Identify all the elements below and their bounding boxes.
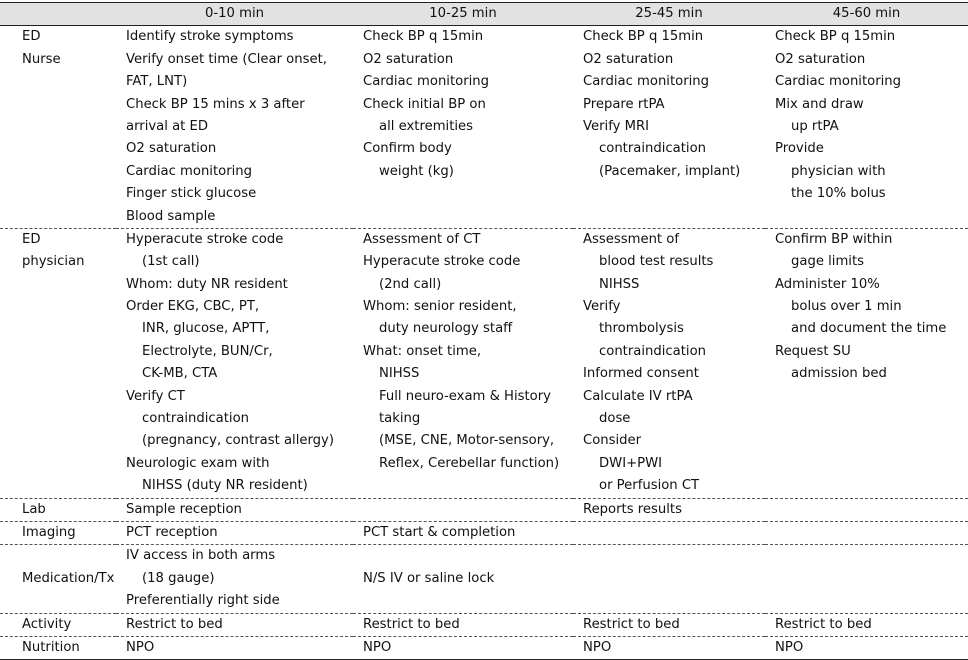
cell-line: dose (599, 411, 631, 427)
cell-line: Full neuro-exam & History (379, 388, 551, 404)
table-cell (116, 228, 353, 498)
cell-line: Hyperacute stroke code (363, 254, 521, 270)
table-cell (573, 26, 765, 229)
row-label (0, 545, 116, 613)
cell-line: Cardiac monitoring (363, 74, 490, 90)
table-cell (573, 613, 765, 636)
header-cell-10-25-min: 10-25 min (353, 3, 573, 26)
table-row-activity (0, 613, 968, 636)
table-cell (765, 498, 968, 521)
cell-line: DWI+PWI (599, 455, 663, 471)
table-row-nutrition (0, 636, 968, 659)
cell-line: Sample reception (126, 501, 242, 517)
cell-line: contraindication (599, 141, 707, 157)
header-cell-25-45-min: 25-45 min (573, 3, 765, 26)
row-label (0, 636, 116, 659)
cell-line: Hyperacute stroke code (126, 231, 284, 247)
row-label (0, 498, 116, 521)
table-cell (353, 498, 573, 521)
cell-line: (1st call) (142, 254, 200, 270)
table-row-medication (0, 545, 968, 613)
cell-line: Administer 10% (775, 276, 880, 292)
cell-line: all extremities (379, 118, 474, 134)
cell-line: the 10% bolus (791, 186, 886, 202)
table-cell (573, 498, 765, 521)
cell-line: bolus over 1 min (791, 299, 902, 315)
cell-line: and document the time (791, 321, 947, 337)
cell-line: O2 saturation (126, 141, 217, 157)
cell-line: Restrict to bed (126, 616, 223, 632)
cell-line: O2 saturation (775, 51, 866, 67)
cell-line: NIHSS (duty NR resident) (142, 478, 308, 494)
row-label-line: Nurse (22, 51, 61, 67)
cell-line: blood test results (599, 254, 714, 270)
cell-line: Verify MRI (583, 118, 650, 134)
cell-line: gage limits (791, 254, 865, 270)
row-label-line: ED (22, 231, 41, 247)
table-cell (573, 545, 765, 613)
row-label (0, 522, 116, 545)
cell-line: Restrict to bed (363, 616, 460, 632)
row-label (0, 228, 116, 498)
cell-line: NPO (583, 639, 612, 655)
cell-line: weight (kg) (379, 163, 454, 179)
cell-line: Prepare rtPA (583, 96, 665, 112)
cell-line: Finger stick glucose (126, 186, 257, 202)
row-label-line: physician (22, 254, 85, 270)
cell-line: Check BP q 15min (775, 29, 896, 45)
row-label-line: Imaging (22, 525, 76, 540)
table-cell (765, 522, 968, 545)
cell-line: or Perfusion CT (599, 478, 700, 494)
table-row-imaging (0, 522, 968, 545)
cell-line: Verify (583, 299, 621, 315)
cell-line: PCT start & completion (363, 525, 516, 540)
cell-line: contraindication (142, 411, 250, 427)
row-label-line: Nutrition (22, 639, 80, 655)
cell-line: taking (379, 411, 421, 427)
cell-line: thrombolysis (599, 321, 684, 337)
table-cell (765, 636, 968, 659)
cell-line: N/S IV or saline lock (363, 570, 495, 586)
cell-line: IV access in both arms (126, 548, 276, 564)
cell-line: Check BP q 15min (583, 29, 704, 45)
cell-line: O2 saturation (583, 51, 674, 67)
cell-line: (MSE, CNE, Motor-sensory, (379, 433, 555, 449)
cell-line: Request SU (775, 343, 851, 359)
cell-line: INR, glucose, APTT, (142, 321, 270, 337)
table-header (0, 3, 968, 26)
cell-line: CK-MB, CTA (142, 366, 218, 382)
header-row (0, 3, 968, 26)
table-cell (765, 26, 968, 229)
cell-line: Preferentially right side (126, 593, 280, 609)
cell-line: Restrict to bed (583, 616, 680, 632)
cell-line: (Pacemaker, implant) (599, 163, 741, 179)
cell-line: Order EKG, CBC, PT, (126, 299, 260, 315)
table-cell (116, 636, 353, 659)
cell-line: Check BP q 15min (363, 29, 484, 45)
cell-line: Consider (583, 433, 642, 449)
header-cell-45-60-min: 45-60 min (765, 3, 968, 26)
cell-line: up rtPA (791, 118, 839, 134)
cell-line: Confirm body (363, 141, 452, 157)
header-cell-category (0, 3, 116, 26)
cell-line: Provide (775, 141, 824, 157)
cell-line: duty neurology staff (379, 321, 513, 337)
table-cell (573, 228, 765, 498)
cell-line: contraindication (599, 343, 707, 359)
table-cell (353, 26, 573, 229)
table-cell (116, 498, 353, 521)
cell-line: Cardiac monitoring (126, 163, 253, 179)
cell-line: Verify CT (126, 388, 185, 404)
stroke-pathway-table (0, 2, 968, 660)
cell-line: NIHSS (379, 366, 420, 382)
cell-line: NPO (775, 639, 804, 655)
row-label (0, 26, 116, 229)
table-cell (116, 545, 353, 613)
cell-line: Assessment of CT (363, 231, 481, 247)
table-row-ed-nurse (0, 26, 968, 229)
cell-line: PCT reception (126, 525, 218, 540)
row-label-line: Activity (22, 616, 72, 632)
cell-line: Mix and draw (775, 96, 864, 112)
cell-line: physician with (791, 163, 886, 179)
cell-line: Check BP 15 mins x 3 after (126, 96, 305, 112)
table-cell (765, 228, 968, 498)
table-cell (573, 636, 765, 659)
cell-line: Electrolyte, BUN/Cr, (142, 343, 273, 359)
table-row-ed-physician (0, 228, 968, 498)
cell-line: NIHSS (599, 276, 640, 292)
cell-line: (2nd call) (379, 276, 442, 292)
cell-line: FAT, LNT) (126, 74, 188, 90)
cell-line: Reports results (583, 501, 682, 517)
cell-line: Confirm BP within (775, 231, 893, 247)
row-label (0, 613, 116, 636)
cell-line: Calculate IV rtPA (583, 388, 693, 404)
cell-line: Blood sample (126, 208, 216, 224)
table-cell (765, 545, 968, 613)
cell-line: admission bed (791, 366, 887, 382)
row-label-line: Lab (22, 501, 46, 517)
table-cell (353, 228, 573, 498)
cell-line: Check initial BP on (363, 96, 486, 112)
cell-line: Informed consent (583, 366, 699, 382)
table-cell (353, 613, 573, 636)
row-label-line: Medication/Tx (22, 570, 115, 586)
cell-line: Whom: duty NR resident (126, 276, 288, 292)
cell-line: Cardiac monitoring (583, 74, 710, 90)
cell-line: Reflex, Cerebellar function) (379, 455, 560, 471)
table-row-lab (0, 498, 968, 521)
table-cell (353, 636, 573, 659)
table-cell (765, 613, 968, 636)
cell-line: Verify onset time (Clear onset, (126, 51, 327, 67)
table-cell (116, 613, 353, 636)
cell-line: Identify stroke symptoms (126, 29, 294, 45)
cell-line: NPO (363, 639, 392, 655)
cell-line: (18 gauge) (142, 570, 215, 586)
table-cell (353, 545, 573, 613)
table-cell (116, 26, 353, 229)
cell-line: Neurologic exam with (126, 455, 270, 471)
table-cell (353, 522, 573, 545)
cell-line: Restrict to bed (775, 616, 872, 632)
cell-line: Assessment of (583, 231, 680, 247)
cell-line: arrival at ED (126, 118, 209, 134)
table-cell (573, 522, 765, 545)
row-label-line: ED (22, 29, 41, 45)
table-body (0, 26, 968, 660)
cell-line: NPO (126, 639, 155, 655)
cell-line: Whom: senior resident, (363, 299, 517, 315)
header-cell-0-10-min: 0-10 min (116, 3, 353, 26)
cell-line: O2 saturation (363, 51, 454, 67)
table-cell (116, 522, 353, 545)
cell-line: (pregnancy, contrast allergy) (142, 433, 334, 449)
cell-line: What: onset time, (363, 343, 482, 359)
cell-line: Cardiac monitoring (775, 74, 902, 90)
